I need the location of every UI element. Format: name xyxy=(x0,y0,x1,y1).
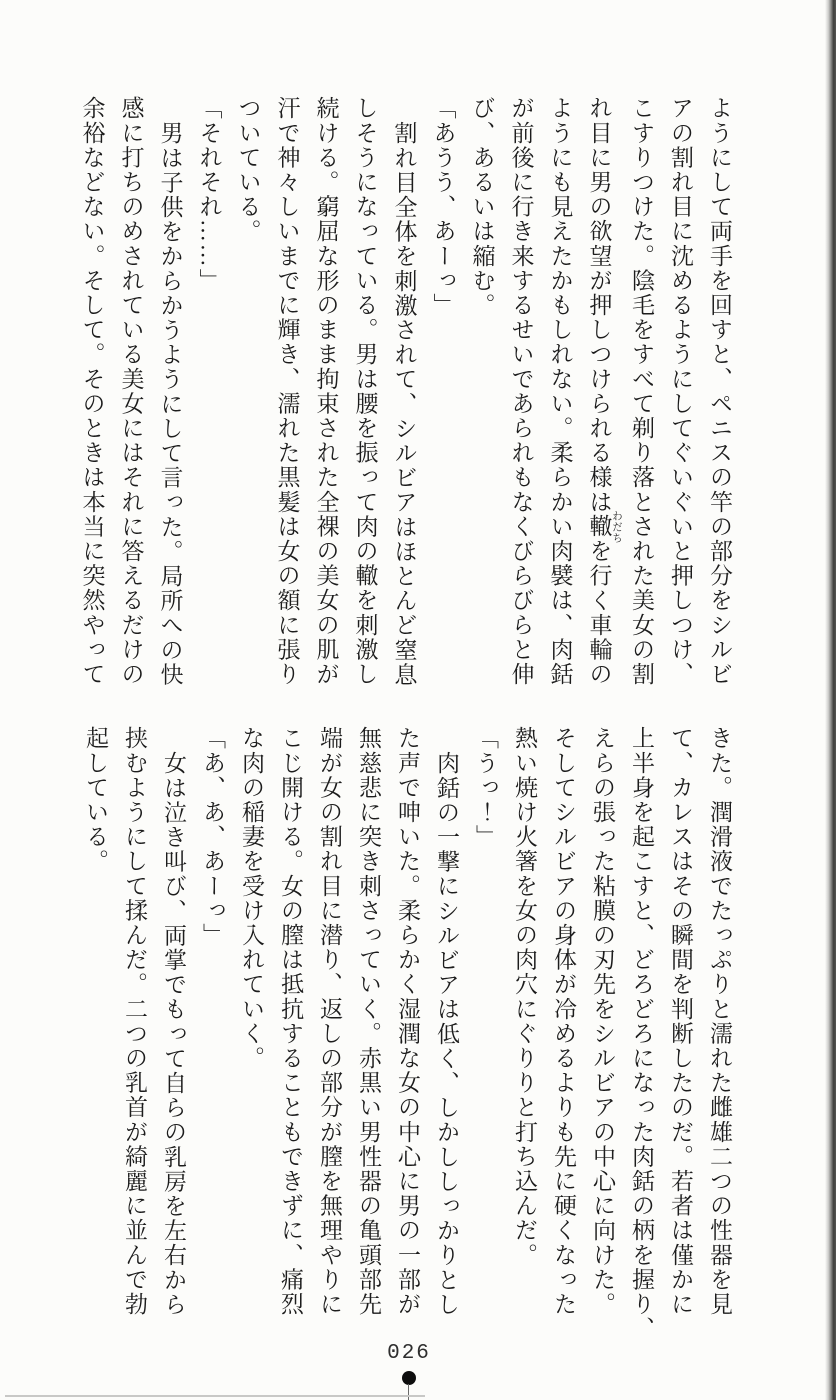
text-column: 「あ、あ、あーっ」 xyxy=(200,726,225,948)
text-column: 「それそれ……」 xyxy=(196,96,222,293)
text-column: た声で呻いた。柔らかく湿潤な女の中心に男の一部が xyxy=(395,726,420,1317)
text-column: ようにも見えたかもしれない。柔らかい肉襞は、肉銛 xyxy=(547,96,573,687)
text-column: 女は泣き叫び、両掌でもって自らの乳房を左右から xyxy=(161,750,186,1317)
text-column: 余裕などない。そして。そのときは本当に突然やって xyxy=(79,96,105,687)
furigana-annotation: 轍 わだち xyxy=(586,510,622,544)
text-column: 「あうう、あーっ」 xyxy=(430,96,456,318)
text-column: び、あるいは縮む。 xyxy=(469,96,495,318)
text-column: が前後に行き来するせいであられもなくびらびらと伸 xyxy=(508,96,534,687)
text-column: ついている。 xyxy=(235,96,261,244)
text-column: 汗で神々しいまでに輝き、濡れた黒髪は女の額に張り xyxy=(274,96,300,687)
text-column: こじ開ける。女の膣は抵抗することもできずに、痛烈 xyxy=(278,726,303,1317)
text-column: そしてシルビアの身体が冷めるよりも先に硬くなった xyxy=(551,726,576,1317)
text-column: 感に打ちのめされている美女にはそれに答えるだけの xyxy=(118,96,144,687)
text-band-top xyxy=(76,96,739,690)
text-column: しそうになっている。男は腰を振って肉の轍を刺激し xyxy=(352,96,378,687)
scan-edge-shadow xyxy=(825,0,836,1400)
binding-dot-stem xyxy=(408,1384,409,1400)
text-column: 起している。 xyxy=(83,726,108,874)
text-column: きた。潤滑液でたっぷりと濡れた雌雄二つの性器を見 xyxy=(707,726,732,1317)
text-column: て、カレスはその瞬間を判断したのだ。若者は僅かに xyxy=(668,726,693,1317)
binding-dot-mark xyxy=(402,1371,416,1385)
scan-artifact-line xyxy=(5,1395,425,1397)
text-column: 挟むようにして揉んだ。二つの乳首が綺麗に並んで勃 xyxy=(122,726,147,1317)
text-column: 無慈悲に突き刺さっていく。赤黒い男性器の亀頭部先 xyxy=(356,726,381,1317)
text-column: 端が女の割れ目に潜り、返しの部分が膣を無理やりに xyxy=(317,726,342,1317)
text-column: 上半身を起こすと、どろどろになった肉銛の柄を握り、 xyxy=(629,726,654,1341)
text-column: な肉の稲妻を受け入れていく。 xyxy=(239,726,264,1071)
text-column: 熱い焼け火箸を女の肉穴にぐりりと打ち込んだ。 xyxy=(512,726,537,1268)
text-column: ようにして両手を回すと、ペニスの竿の部分をシルビ xyxy=(707,96,732,687)
text-column: 男は子供をからかうようにして言った。局所への快 xyxy=(157,120,183,687)
text-column: 割れ目全体を刺激されて、シルビアはほとんど窒息 xyxy=(391,120,417,687)
text-column: えらの張った粘膜の刃先をシルビアの中心に向けた。 xyxy=(590,726,615,1317)
text-column: 「うっ！」 xyxy=(473,726,498,849)
text-column: こすりつけた。陰毛をすべて剃り落とされた美女の割 xyxy=(629,96,654,687)
text-column: れ目に男の欲望が押しつけられる様は轍 わだちを行く車輪の xyxy=(586,96,622,687)
text-column: 続ける。窮屈な形のまま拘束された全裸の美女の肌が xyxy=(313,96,339,687)
text-column: 肉銛の一撃にシルビアは低く、しかししっかりとし xyxy=(434,750,459,1317)
text-column: アの割れ目に沈めるようにしてぐいぐいと押しつけ、 xyxy=(668,96,693,687)
page-number: 026 xyxy=(387,1342,431,1365)
text-band-bottom xyxy=(76,726,739,1341)
